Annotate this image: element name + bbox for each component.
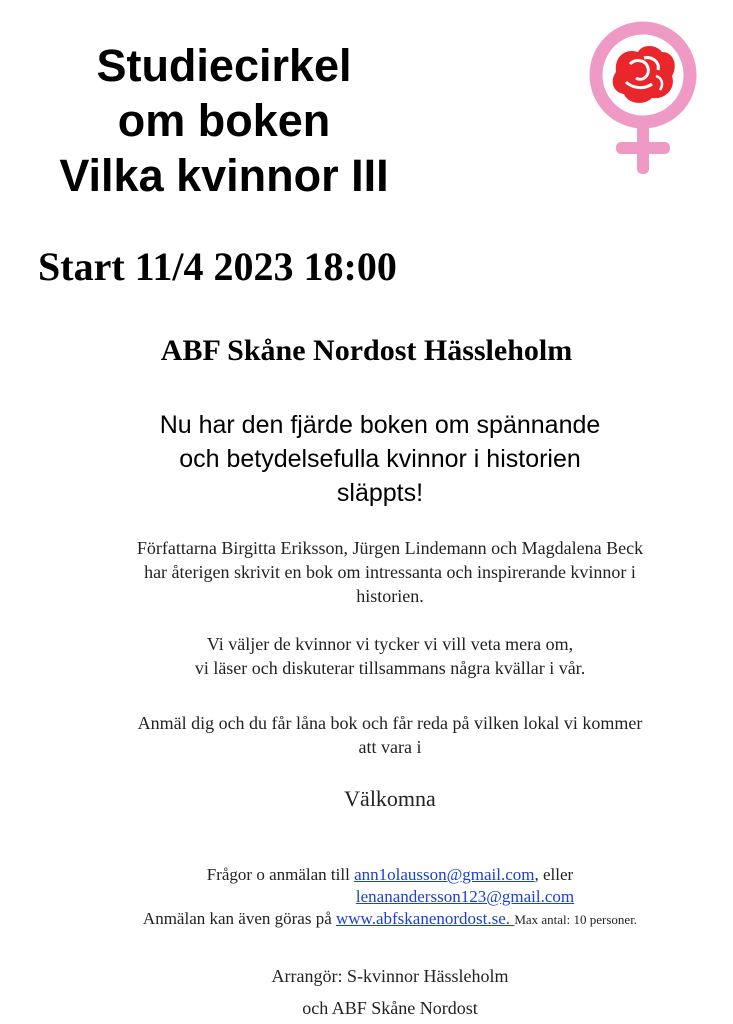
email-link-1[interactable]: ann1olausson@gmail.com (354, 865, 535, 884)
organizer-heading: ABF Skåne Nordost Hässleholm (160, 334, 573, 367)
intro-line: släppts! (336, 479, 424, 507)
title-line-2: om boken (117, 95, 331, 146)
footer-organizers (0, 960, 733, 1024)
paragraph-line: har återigen skrivit en bok om intressanta och inspirerande kvinnor i (144, 562, 636, 582)
paragraph-line: Anmäl dig och du får låna bok och får reda på vilken lokal vi kommer (137, 713, 643, 733)
contact-row-email1 (0, 864, 733, 886)
paragraph-signup (0, 711, 733, 759)
venus-rose-logo-icon (586, 20, 700, 178)
contact-info (0, 864, 733, 931)
paragraph-line: Vi väljer de kvinnor vi tycker vi vill veta mera om, (206, 634, 574, 654)
paragraph-line: historien. (356, 586, 424, 606)
paragraph-authors (0, 536, 733, 608)
paragraph-line: Författarna Birgitta Eriksson, Jürgen Lindemann och Magdalena Beck (136, 538, 644, 558)
email-link-2[interactable]: lenanandersson123@gmail.com (355, 887, 575, 906)
max-participants-note: Max antal: 10 personer. (514, 912, 638, 927)
footer-line-1: Arrangör: S-kvinnor Hässleholm (271, 966, 509, 986)
contact-row-web (0, 908, 733, 931)
start-date: Start 11/4 2023 18:00 (38, 244, 397, 289)
poster-title (0, 38, 448, 203)
footer-line-2: och ABF Skåne Nordost (302, 998, 478, 1018)
title-line-3: Vilka kvinnor III (59, 150, 389, 201)
paragraph-line: att vara i (358, 737, 422, 757)
intro-text (0, 408, 733, 510)
contact-prefix: Frågor o anmälan till (206, 865, 355, 884)
title-line-1: Studiecirkel (96, 40, 352, 91)
welcome-text: Välkomna (344, 786, 436, 811)
paragraph-discussion (0, 632, 733, 680)
intro-line: och betydelsefulla kvinnor i historien (179, 445, 581, 473)
intro-line: Nu har den fjärde boken om spännande (159, 411, 601, 439)
paragraph-line: vi läser och diskuterar tillsammans några kvällar i vår. (194, 658, 586, 678)
website-link[interactable]: www.abfskanenordost.se. (336, 909, 515, 928)
web-prefix: Anmälan kan även göras på (142, 909, 336, 928)
contact-suffix: , eller (534, 865, 574, 884)
contact-row-email2 (0, 886, 733, 908)
